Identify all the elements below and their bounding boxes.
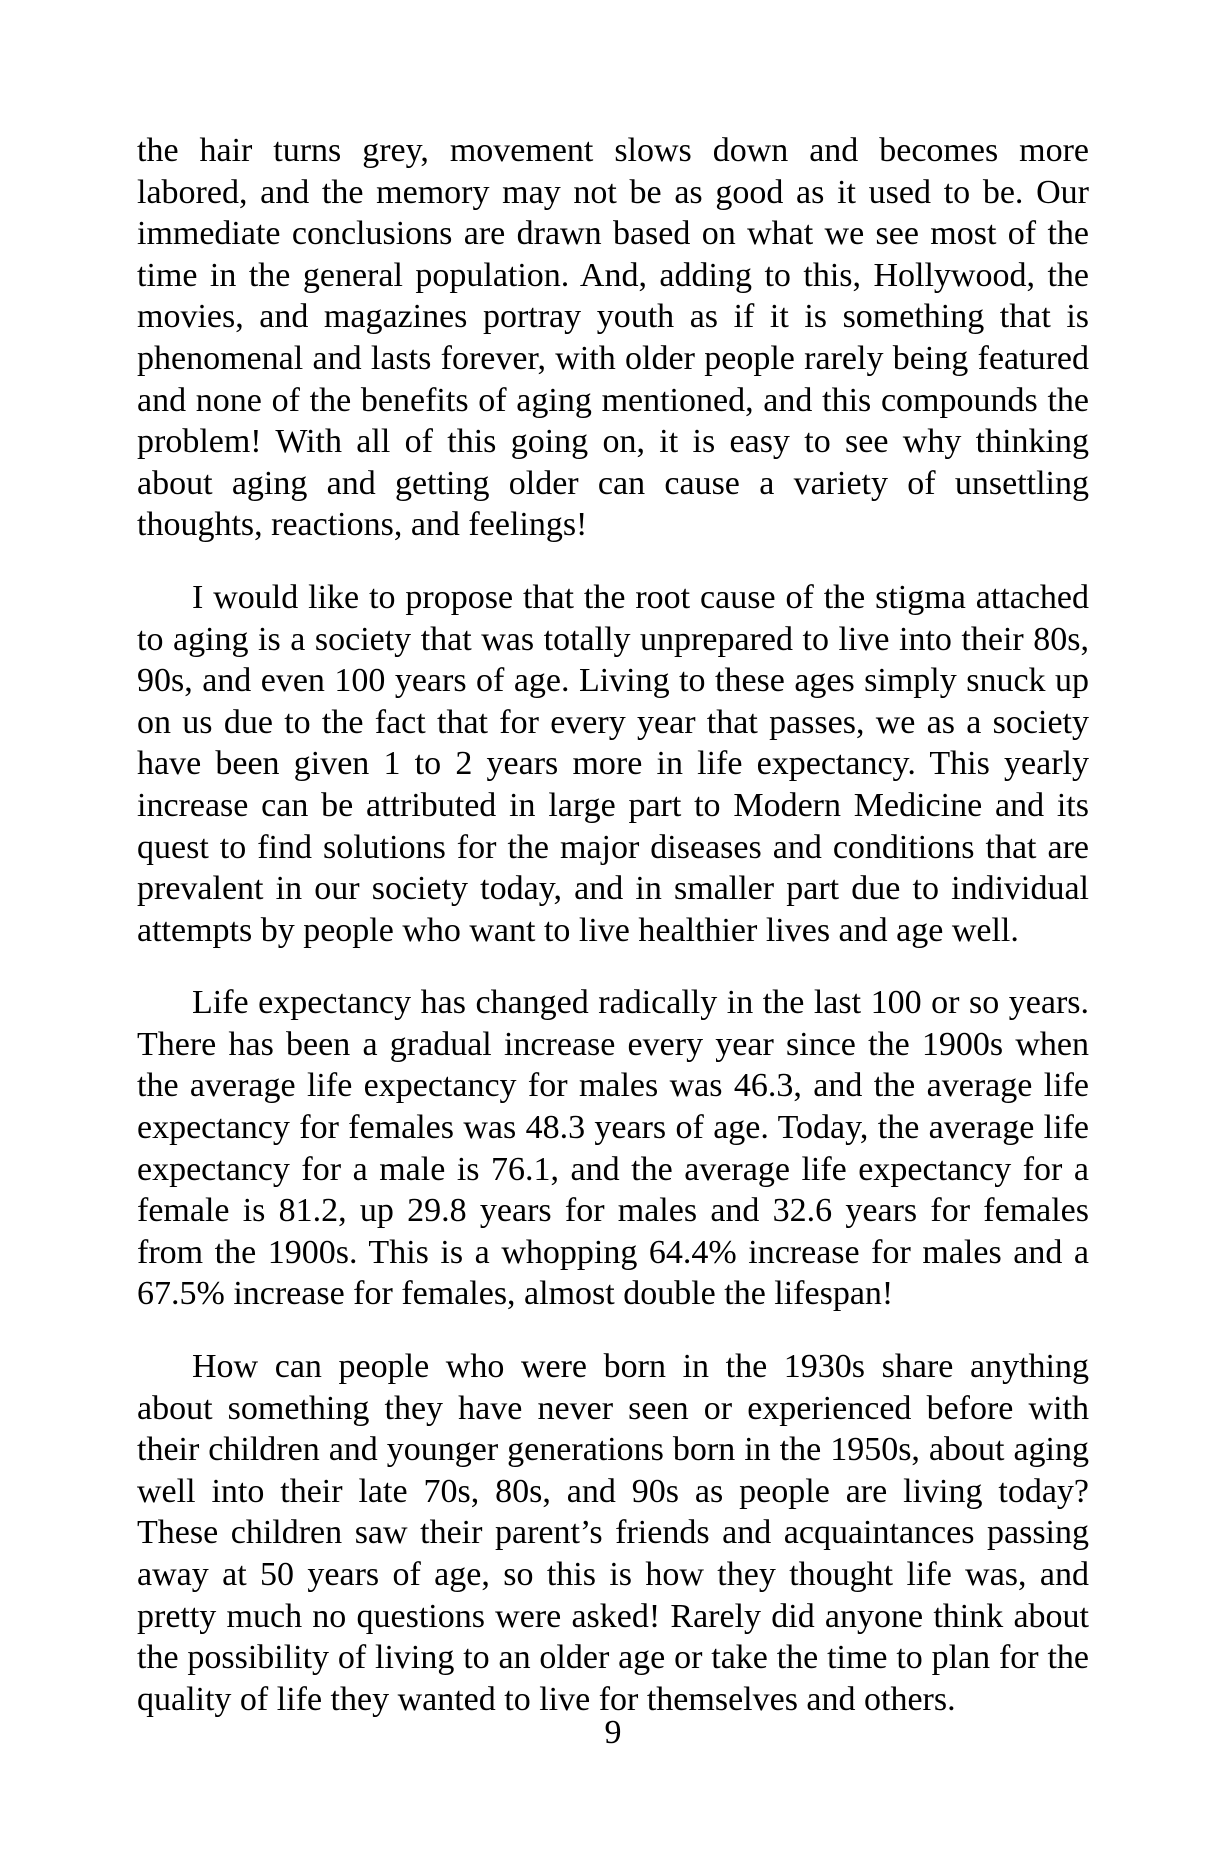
paragraph-life-expectancy-stats: Life expectancy has changed radically in the last 100 or so years. There has been a gradual increase every year since the 1900s when the average life expectancy for males was 46.3, and the average life expectancy for females was 48.3 years of age. Today, the average life expectancy for a male is 76.1, and the average life expectancy for a female is 81.2, up 29.8 years for males and 32.6 years for females from the 1900s. This is a whopping 64.4% increase for males and a 67.5% increase for females, almost double the lifespan! (137, 984, 1089, 1313)
paragraph-generations-question: How can people who were born in the 1930s share anything about something they have never seen or experienced before with their children and younger generations born in the 1950s, about aging well into their late 70s, 80s, and 90s as people are living today? These children saw their parent’s friends and acquaintances passing away at 50 years of age, so this is how they thought life was, and pretty much no questions were asked! Rarely did anyone think about the possibility of living to an older age or take the time to plan for the quality of life they wanted to live for themselves and others. (137, 1348, 1089, 1718)
paragraph-continued-from-previous-page: the hair turns grey, movement slows down and becomes more labored, and the memory may not be as good as it used to be. Our immediate conclusions are drawn based on what we see most of the time in the general population. And, adding to this, Hollywood, the movies, and magazines portray youth as if it is something that is phenomenal and lasts forever, with older people rarely being featured and none of the benefits of aging mentioned, and this compounds the problem! With all of this going on, it is easy to see why thinking about aging and getting older can cause a variety of unsettling thoughts, reactions, and feelings! (137, 132, 1089, 544)
page-number: 9 (604, 1714, 622, 1751)
page-text-block (137, 130, 1089, 1751)
paragraph-stigma-root-cause: I would like to propose that the root cause of the stigma attached to aging is a society that was totally unprepared to live into their 80s, 90s, and even 100 years of age. Living to these ages simply snuck up on us due to the fact that for every year that passes, we as a society have been given 1 to 2 years more in life expectancy. This yearly increase can be attributed in large part to Modern Medicine and its quest to find solutions for the major diseases and conditions that are prevalent in our society today, and in smaller part due to individual attempts by people who want to live healthier lives and age well. (137, 578, 1089, 949)
